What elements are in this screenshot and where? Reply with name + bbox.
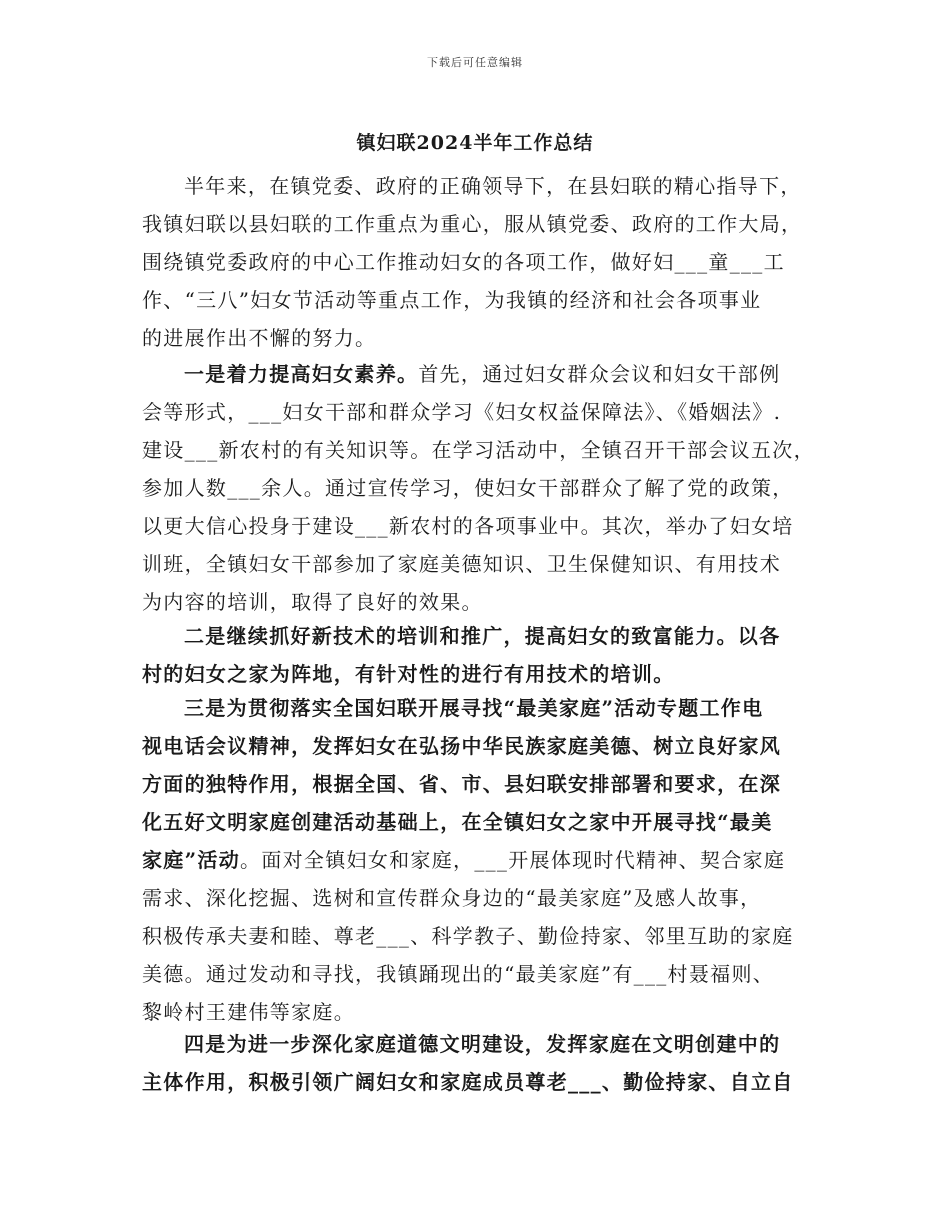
body-line [184,1030,780,1058]
body-text: 会等形式，___妇女干部和群众学习《妇女权益保障法》、《婚姻法》. [142,400,782,424]
body-line [142,474,794,502]
body-line [142,660,675,688]
body-text: 积极传承夫妻和睦、尊老___、科学教子、勤俭持家、邻里互助的家庭 [142,924,794,948]
body-text: 为内容的培训，取得了良好的效果。 [142,590,483,614]
bold-text: 三是为贯彻落实全国妇联开展寻找“最美家庭”活动专题工作电 [184,696,764,720]
body-text: 美德。通过发动和寻找，我镇踊现出的“最美家庭”有___村聂福则、 [142,962,775,986]
body-text: 黎岭村王建伟等家庭。 [142,1000,355,1024]
bold-text: 四是为进一步深化家庭道德文明建设，发挥家庭在文明创建中的 [184,1032,781,1056]
page-header-note: 下载后可任意编辑 [427,56,523,69]
body-line [142,550,781,578]
body-text: 需求、深化挖掘、选树和宣传群众身边的“最美家庭”及感人故事， [142,886,762,910]
bold-text: 村的妇女之家为阵地，有针对性的进行有用技术的培训。 [142,662,675,686]
body-line [142,398,781,426]
body-line [184,360,780,388]
body-text: 半年来，在镇党委、政府的正确领导下，在县妇联的精心指导下， [184,174,802,198]
body-line [142,512,794,540]
bold-text: 二是继续抓好新技术的培训和推广，提高妇女的致富能力。以各 [184,624,781,648]
body-text: 的进展作出不懈的努力。 [142,326,377,350]
body-line [142,436,815,464]
body-line [142,324,376,352]
body-line [142,846,785,874]
body-line [142,1068,794,1096]
body-text: 。面对全镇妇女和家庭，___开展体现时代精神、契合家庭 [240,848,786,872]
bold-text: 方面的独特作用，根据全国、省、市、县妇联安排部署和要求，在深 [142,772,781,796]
body-text: 训班，全镇妇女干部参加了家庭美德知识、卫生保健知识、有用技术 [142,552,781,576]
bold-text: 一是着力提高妇女素养。 [184,362,419,386]
body-line [184,172,802,200]
body-text: 首先，通过妇女群众会议和妇女干部例 [418,362,781,386]
body-line [184,694,763,722]
body-text: 建设___新农村的有关知识等。在学习活动中，全镇召开干部会议五次， [142,438,815,462]
body-line [142,922,794,950]
bold-text: 化五好文明家庭创建活动基础上，在全镇妇女之家中开展寻找“最美 [142,810,773,834]
body-text: 我镇妇联以县妇联的工作重点为重心，服从镇党委、政府的工作大局， [142,212,803,236]
body-line [142,732,781,760]
body-line [142,248,785,276]
body-line [142,808,773,836]
bold-text: 主体作用，积极引领广阔妇女和家庭成员尊老___、勤俭持家、自立自 [142,1070,794,1094]
body-line [142,210,802,238]
body-line [142,960,774,988]
body-line [142,286,761,314]
bold-text: 视电话会议精神，发挥妇女在弘扬中华民族家庭美德、树立良好家风 [142,734,781,758]
body-line [142,884,761,912]
bold-text: 家庭”活动 [142,848,241,872]
body-text: 围绕镇党委政府的中心工作推动妇女的各项工作，做好妇___童___工 [142,250,785,274]
body-line [142,588,483,616]
body-line [142,770,781,798]
body-text: 参加人数___余人。通过宣传学习，使妇女干部群众了解了党的政策， [142,476,794,500]
document-title: 镇妇联2024半年工作总结 [356,132,594,154]
body-line [184,622,780,650]
body-line [142,998,355,1026]
body-text: 以更大信心投身于建设___新农村的各项事业中。其次，举办了妇女培 [142,514,794,538]
body-text: 作、“三八”妇女节活动等重点工作，为我镇的经济和社会各项事业 [142,288,762,312]
